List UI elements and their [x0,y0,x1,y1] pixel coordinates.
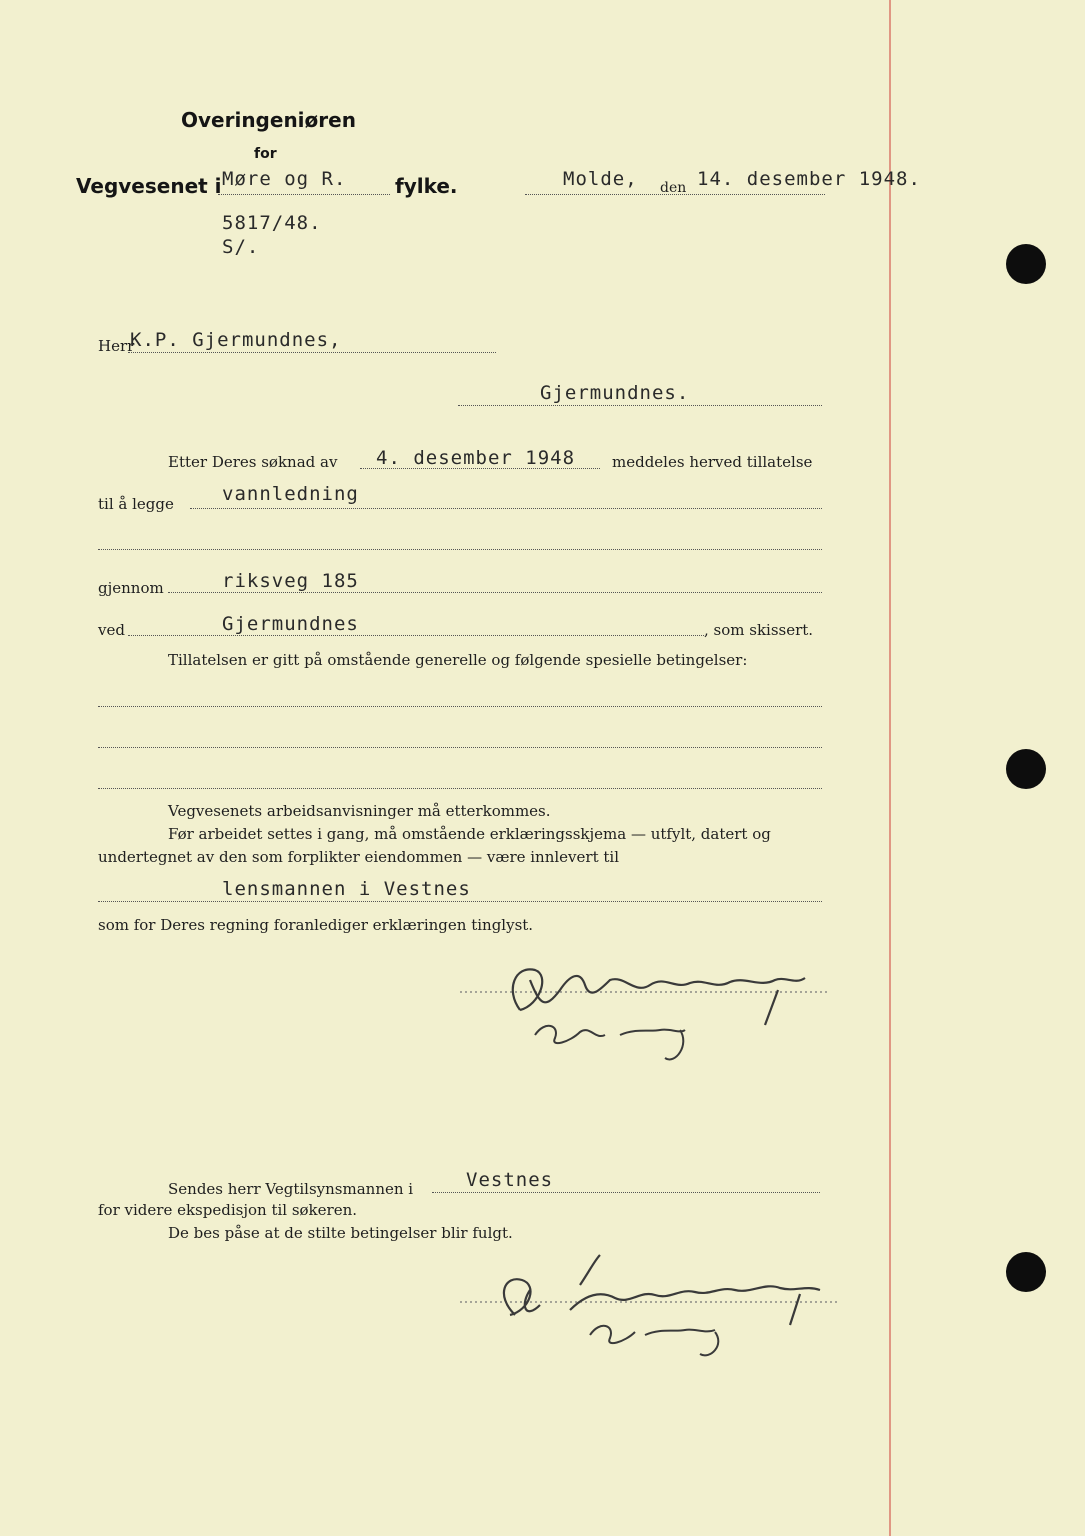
road-dotted-line [168,592,822,593]
instruction-2b: undertegnet av den som forplikter eiendommen — være innlevert til [98,848,619,866]
sendes-text: Sendes herr Vegtilsynsmannen i [168,1180,414,1198]
deliver-to-dotted-line [98,901,822,902]
de-bes-text: De bes påse at de stilte betingelser blir fulgt. [168,1224,513,1242]
county-value: Møre og R. [222,168,347,190]
recipient-address: Gjermundnes. [540,382,690,404]
inspector-place-value: Vestnes [466,1169,554,1191]
address-dotted-line [458,405,822,406]
etter-label: Etter Deres søknad av [168,453,338,471]
punch-hole-bottom [1006,1252,1046,1292]
tinglyst-text: som for Deres regning foranlediger erklæringen tinglyst. [98,916,534,934]
som-skissert-label: , som skissert. [704,621,814,639]
for-videre-text: for videre ekspedisjon til søkeren. [98,1201,357,1219]
instruction-1: Vegvesenets arbeidsanvisninger må etterkommes. [168,802,551,820]
conditions-dotted-line-3 [98,788,822,789]
recipient-dotted-line [128,352,496,353]
fylke-label: fylke. [395,174,458,198]
application-date: 4. desember 1948 [376,447,576,469]
road-value: riksveg 185 [222,570,359,592]
office-title: Overingeniøren [181,108,356,132]
herr-label: Herr [98,337,135,355]
ved-label: ved [98,621,125,639]
reference-number: 5817/48. [222,212,322,234]
date-value: 14. desember 1948. [697,168,921,190]
county-dotted-line [218,194,390,195]
conditions-text: Tillatelsen er gitt på omstående generelle og følgende spesielle betingelser: [168,651,748,669]
for-word: for [254,146,277,162]
red-margin-line [889,0,891,1536]
gjennom-label: gjennom [98,579,164,597]
den-label: den [660,180,687,196]
application-date-dotted-line [360,468,600,469]
deliver-to-value: lensmannen i Vestnes [222,878,471,900]
location-dotted-line [128,635,704,636]
til-a-legge-label: til å legge [98,495,174,513]
place-value: Molde, [563,168,638,190]
reference-initials: S/. [222,236,260,258]
item-dotted-line [190,508,822,509]
conditions-dotted-line-1 [98,706,822,707]
inspector-place-dotted-line [432,1192,820,1193]
date-dotted-line [525,194,825,195]
punch-hole-top [1006,244,1046,284]
location-value: Gjermundnes [222,613,359,635]
item-value: vannledning [222,483,359,505]
instruction-2a: Før arbeidet settes i gang, må omstående erklæringsskjema — utfylt, datert og [168,825,771,843]
conditions-dotted-line-2 [98,747,822,748]
signature-1 [460,950,860,1070]
agency-label: Vegvesenet i [76,174,222,198]
punch-hole-middle [1006,749,1046,789]
blank-dotted-line-1 [98,549,822,550]
meddeles-label: meddeles herved tillatelse [612,453,813,471]
recipient-name: K.P. Gjermundnes, [130,329,342,351]
signature-2 [460,1250,860,1365]
